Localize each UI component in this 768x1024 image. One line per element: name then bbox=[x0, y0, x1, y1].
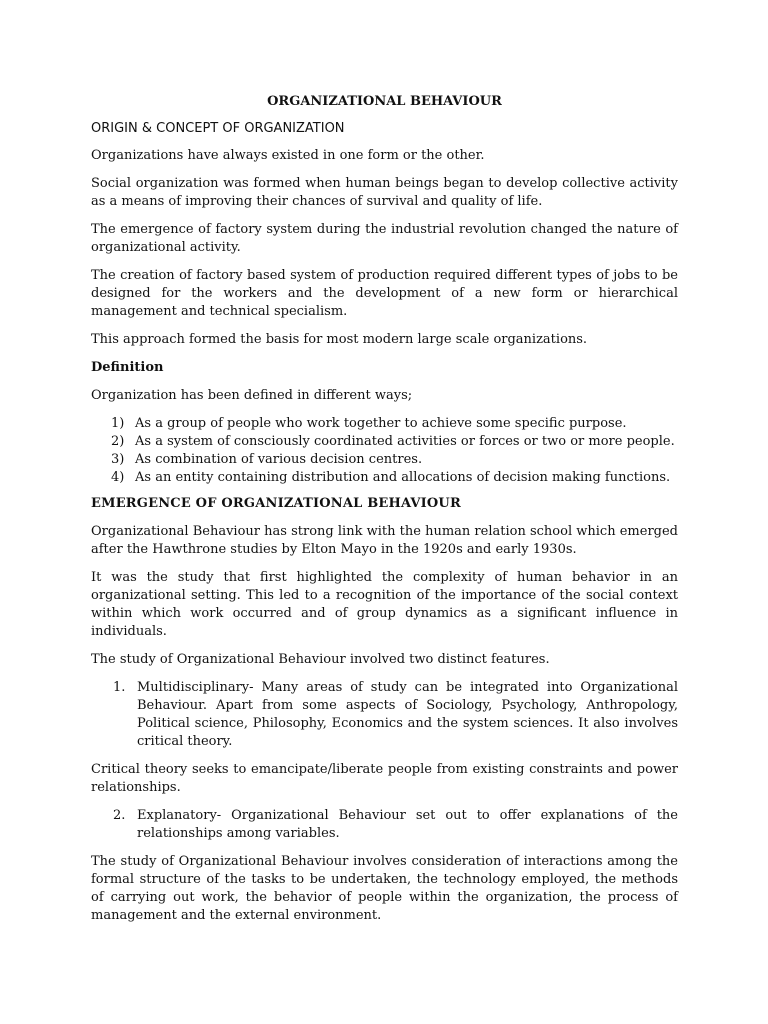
emergence-heading: EMERGENCE OF ORGANIZATIONAL BEHAVIOUR bbox=[91, 496, 461, 511]
list-text: Explanatory- Organizational Behaviour set out to offer explanations of the relationships among variables. bbox=[137, 808, 678, 841]
page-title: ORGANIZATIONAL BEHAVIOUR bbox=[267, 94, 502, 109]
paragraph: Social organization was formed when human beings began to develop collective activity as a means of improving their chances of survival and quality of life. bbox=[91, 176, 678, 209]
paragraph: The study of Organizational Behaviour involves consideration of interactions among the formal structure of the tasks to be undertaken, the technology employed, the methods of carrying out work, the behavior of people within the organization, the process of management and the external environment. bbox=[91, 854, 678, 923]
paragraph: Critical theory seeks to emancipate/liberate people from existing constraints and power relationships. bbox=[91, 762, 678, 795]
list-number: 2) bbox=[111, 434, 125, 449]
list-number: 4) bbox=[111, 470, 125, 485]
paragraph: The study of Organizational Behaviour involved two distinct features. bbox=[91, 652, 550, 667]
paragraph: Organizations have always existed in one form or the other. bbox=[91, 148, 485, 163]
list-item bbox=[91, 433, 678, 451]
definition-list bbox=[91, 415, 678, 487]
list-item bbox=[91, 469, 678, 487]
paragraph: Organizational Behaviour has strong link with the human relation school which emerged after the Hawthrone studies by Elton Mayo in the 1920s and early 1930s. bbox=[91, 524, 678, 557]
list-text: As combination of various decision centres. bbox=[135, 452, 423, 467]
definition-heading: Definition bbox=[91, 360, 164, 375]
paragraph: It was the study that first highlighted the complexity of human behavior in an organizational setting. This led to a recognition of the importance of the social context within which work occurred and of group dynamics as a significant influence in individuals. bbox=[91, 570, 678, 639]
feature-list-1 bbox=[91, 679, 678, 751]
list-number: 1. bbox=[113, 680, 126, 695]
list-item bbox=[91, 679, 678, 751]
list-text: Multidisciplinary- Many areas of study can be integrated into Organizational Behaviour. Apart from some aspects of Sociology, Psychology, Anthropology, Political science, Philosophy, Economics and the system sciences. It also involves critical theory. bbox=[137, 680, 678, 749]
feature-list-2 bbox=[91, 807, 678, 843]
list-number: 3) bbox=[111, 452, 125, 467]
paragraph: Organization has been defined in different ways; bbox=[91, 388, 413, 403]
list-text: As an entity containing distribution and allocations of decision making functions. bbox=[135, 470, 671, 485]
list-text: As a group of people who work together to achieve some specific purpose. bbox=[135, 416, 627, 431]
paragraph: The emergence of factory system during the industrial revolution changed the nature of organizational activity. bbox=[91, 222, 678, 255]
section-heading-origin: ORIGIN & CONCEPT OF ORGANIZATION bbox=[91, 121, 345, 136]
list-number: 1) bbox=[111, 416, 125, 431]
list-item bbox=[91, 807, 678, 843]
paragraph: The creation of factory based system of production required different types of jobs to be designed for the workers and the development of a new form or hierarchical management and technical specialism. bbox=[91, 268, 678, 319]
list-text: As a system of consciously coordinated activities or forces or two or more people. bbox=[135, 434, 675, 449]
list-item bbox=[91, 451, 678, 469]
paragraph: This approach formed the basis for most modern large scale organizations. bbox=[91, 332, 588, 347]
list-item bbox=[91, 415, 678, 433]
list-number: 2. bbox=[113, 808, 126, 823]
